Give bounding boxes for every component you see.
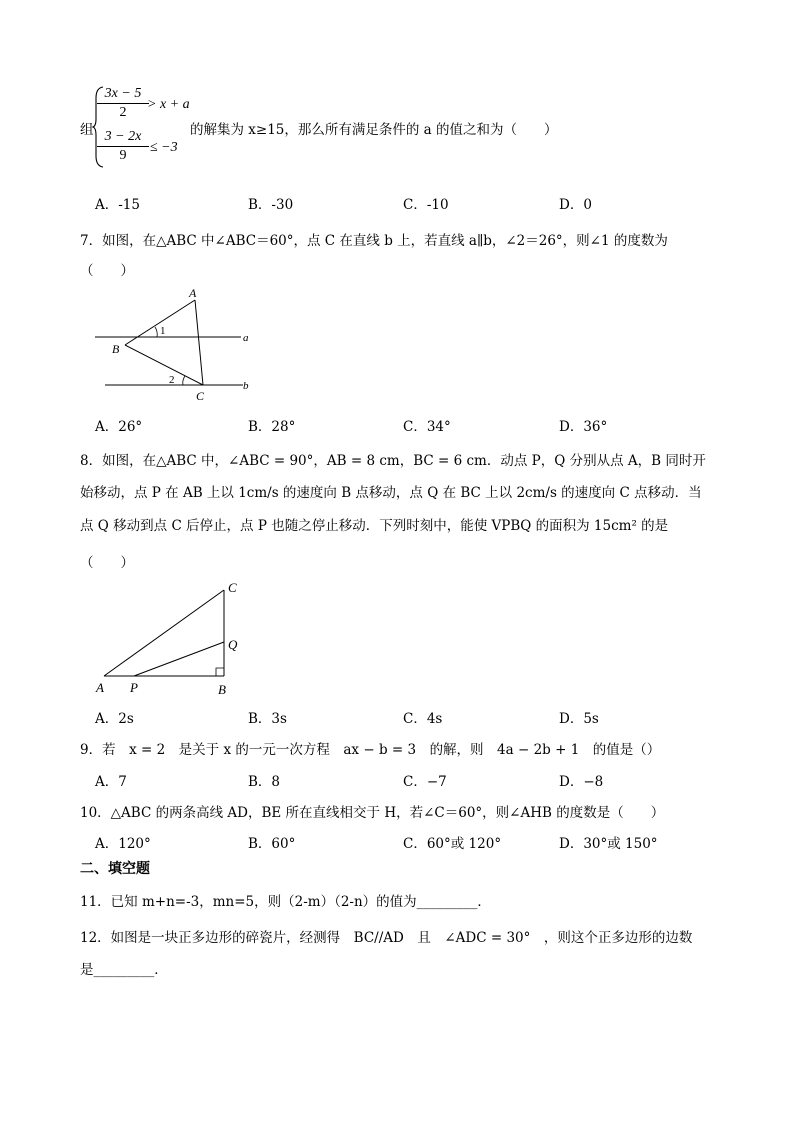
- label-p-point: P: [130, 680, 138, 695]
- label-a-vertex: A: [96, 680, 104, 695]
- label-q-point: Q: [228, 637, 238, 652]
- q7-option-b: B．28°: [248, 419, 296, 435]
- q6-ineq2-rhs: ≤ −3: [150, 140, 178, 155]
- q7-option-c: C．34°: [403, 419, 451, 435]
- q8-option-c: C．4s: [403, 711, 443, 727]
- q10-option-d: D．30°或 150°: [559, 836, 658, 852]
- q8-figure: [90, 576, 250, 698]
- label-line-a: a: [243, 332, 249, 344]
- label-b-vertex: B: [112, 342, 120, 356]
- segment-ac: [195, 300, 203, 385]
- q7-option-a: A．26°: [95, 419, 143, 435]
- q10-option-b: B．60°: [248, 836, 296, 852]
- q6-option-a: A．-15: [95, 197, 140, 213]
- q6-ineq1-rhs: > x + a: [147, 97, 190, 112]
- q6-option-b: B．-30: [248, 197, 294, 213]
- q6-ineq1-denominator: 2: [119, 105, 127, 120]
- q10-option-c: C．60°或 120°: [403, 836, 502, 852]
- section-title: 二、填空题: [80, 861, 150, 877]
- q12-question-text-1: 12．如图是一块正多边形的碎瓷片，经测得 BC//AD 且 ∠ADC = 30° ，则这个正多边形的边数: [80, 930, 693, 946]
- label-angle-1: 1: [160, 325, 166, 337]
- q6-prefix: 组: [80, 122, 94, 138]
- q7-answer-paren: （ ）: [80, 263, 134, 279]
- label-c-vertex: C: [228, 580, 237, 595]
- q8-question-text-1: 8．如图，在△ABC 中，∠ABC = 90°，AB = 8 cm，BC = 6 cm．动点 P，Q 分别从点 A，B 同时开: [80, 453, 706, 469]
- q9-option-b: B．8: [248, 774, 281, 790]
- q12-question-text-2: 是_________．: [80, 962, 168, 978]
- q9-option-a: A．7: [95, 774, 127, 790]
- q8-option-b: B．3s: [248, 711, 287, 727]
- q7-figure: [85, 283, 265, 405]
- label-angle-2: 2: [169, 374, 175, 386]
- q8-question-text-2: 始移动，点 P 在 AB 上以 1cm/s 的速度向 B 点移动，点 Q 在 BC 上以 2cm/s 的速度向 C 点移动．当: [80, 485, 702, 501]
- q6-question-text: 的解集为 x≥15，那么所有满足条件的 a 的值之和为（ ）: [190, 122, 558, 138]
- segment-ab: [125, 300, 195, 345]
- q7-question-text: 7．如图，在△ABC 中∠ABC＝60°，点 C 在直线 b 上，若直线 a∥b，∠2＝26°，则∠1 的度数为: [80, 233, 668, 249]
- label-a-vertex: A: [189, 286, 197, 300]
- q10-option-a: A．120°: [95, 836, 151, 852]
- segment-bc: [125, 345, 203, 385]
- q11-question-text: 11．已知 m+n=-3，mn=5，则（2-m）（2-n）的值为_________．: [80, 894, 491, 910]
- right-angle-icon: [216, 668, 224, 676]
- q7-option-d: D．36°: [559, 419, 608, 435]
- q6-ineq1-fraction: [97, 86, 149, 121]
- q9-option-c: C．−7: [403, 774, 447, 790]
- q10-question-text: 10．△ABC 的两条高线 AD，BE 所在直线相交于 H，若∠C＝60°，则∠AHB 的度数是（ ）: [80, 805, 665, 821]
- q8-option-d: D．5s: [559, 711, 599, 727]
- angle-1-arc: [155, 327, 157, 337]
- label-b-vertex: B: [218, 682, 226, 697]
- q6-option-d: D．0: [559, 197, 592, 213]
- label-line-b: b: [243, 380, 249, 392]
- angle-2-arc: [183, 376, 185, 385]
- q9-question-text: 9．若 x = 2 是关于 x 的一元一次方程 ax − b = 3 的解，则 4a − 2b + 1 的值是（）: [80, 742, 661, 758]
- q9-option-d: D．−8: [559, 774, 604, 790]
- q8-option-a: A．2s: [95, 711, 134, 727]
- segment-pq: [134, 642, 224, 676]
- q8-question-text-3: 点 Q 移动到点 C 后停止，点 P 也随之停止移动．下列时刻中，能使 VPBQ 的面积为 15cm² 的是: [80, 518, 669, 534]
- q6-option-c: C．-10: [403, 197, 449, 213]
- segment-ac: [104, 590, 224, 676]
- q8-answer-paren: （ ）: [80, 555, 134, 571]
- q6-ineq2-numerator: 3 − 2x: [104, 129, 142, 144]
- label-c-vertex: C: [196, 389, 205, 403]
- q6-ineq2-denominator: 9: [119, 148, 127, 163]
- q6-ineq2-fraction: [97, 129, 149, 164]
- q6-ineq1-numerator: 3x − 5: [104, 86, 142, 101]
